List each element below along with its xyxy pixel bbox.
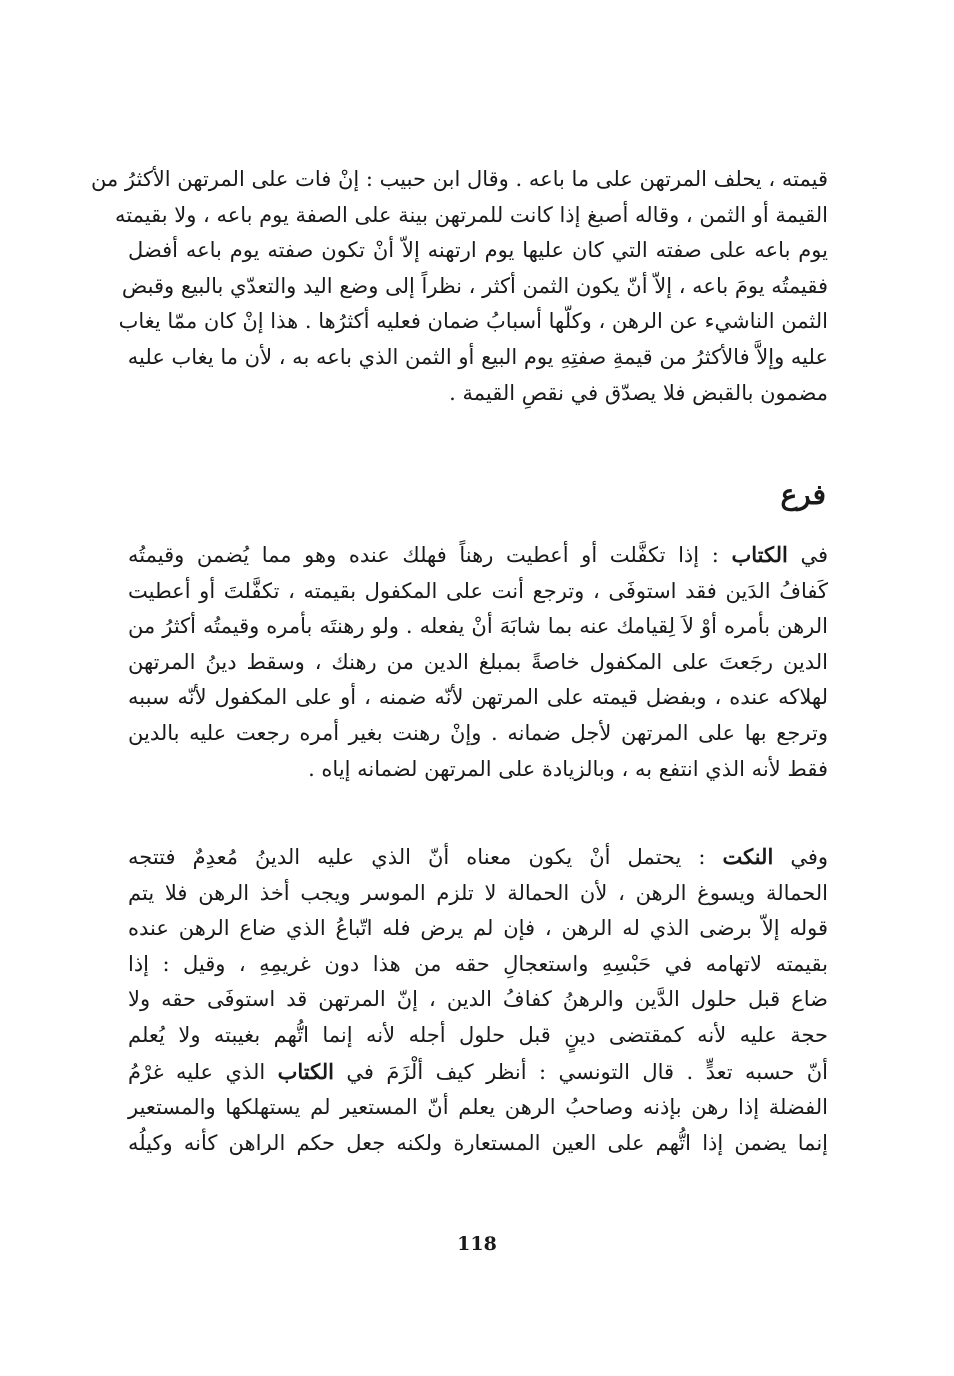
text-line-lead: [128, 537, 828, 574]
text-line: قوله إلاّ برضى الذي له الرهن ، فإن لم يرض فله اتّباعُ الذي ضاع الرهن عنده: [128, 916, 828, 941]
text-line: عليه وإلاَّ فالأكثرُ من قيمةِ صفتِهِ يوم البيع أو الثمن الذي باعه به ، لأن ما يغاب عليه: [127, 344, 828, 369]
text-line: إنما يضمن إذا اتُّهم على العين المستعارة ولكنه جعل حكم الراهن كأنه وكيلُه: [128, 1130, 828, 1155]
paragraph-3: [128, 839, 828, 1161]
text-line: الثمن الناشيء عن الرهن ، وكلّها أسبابُ ضمان فعليه أكثرُها . هذا إنْ كان ممّا يغاب: [118, 309, 828, 334]
lead-prefix: وفي: [773, 845, 829, 869]
bold-term: الكتاب: [731, 542, 788, 567]
paragraph-1: [90, 162, 828, 411]
text-line: فقيمتُه يومَ باعه ، إلاّ أنّ يكون الثمن أكثر ، نظراً إلى وضع اليد والتعدّي بالبيع وقبض: [121, 273, 828, 298]
text-line: الفضلة إذا رهن بإذنه وصاحبُ الرهن يعلم أنّ المستعير لم يستهلكها والمستعير: [128, 1095, 828, 1120]
line-rest: الذي عليه غرْمُ: [128, 1059, 278, 1084]
lead-prefix: في: [787, 543, 828, 567]
text-line: الرهن بأمره أوْ لاَ لِقيامك عنه بما شابَهَ أنْ يفعله . ولو رهنتَه بأمره وقيمتُه أكثرُ من: [128, 614, 828, 639]
text-line: ضاع قبل حلول الدَّين والرهنُ كفافُ الدين ، إنّ المرتهن قد استوفَى حقه ولا: [128, 987, 828, 1012]
bold-term: الكتاب: [277, 1058, 334, 1084]
text-line: حجة عليه لأنه كمقتضى دينٍ قبل حلول أجله لأنه إنما اتُّهم بغيبته ولا يُعلم: [128, 1022, 828, 1047]
text-line: قيمته ، يحلف المرتهن على ما باعه . وقال ابن حبيب : إنْ فات على المرتهن الأكثرُ من: [90, 167, 828, 191]
text-line: القيمة أو الثمن ، وقاله أصبغ إذا كانت للمرتهن بينة على الصفة يوم باعه ، ولا بقيمته: [115, 202, 828, 227]
section-heading: فرع: [780, 478, 826, 511]
bold-term: النكت: [722, 844, 774, 869]
text-line-lead: [128, 839, 828, 876]
text-line: لهلاكه عنده ، وبفضل قيمته على المرتهن لأنّه ضمنه ، أو على المكفول لأنّه سببه: [128, 685, 828, 710]
text-line: الدين رجَعتَ على المكفول خاصةً بمبلغ الدين من رهنك ، وسقط دينُ المرتهن: [128, 649, 828, 674]
text-line: كَفافُ الدَين فقد استوفَى ، وترجع أنت على المكفول بقيمته ، تكفَّلتَ أو أعطيت: [128, 578, 828, 603]
line-prefix: أنّ حسبه تعدٍّ . قال التونسي : أنظر كيف ألْزَمَ في: [333, 1059, 828, 1084]
text-line: بقيمته لاتهامه في حَبْسِهِ واستعجالِ حقه من هذا دون غريمِهِ ، وقيل : إذا: [128, 951, 828, 976]
text-line: وترجع بها على المرتهن لأجل ضمانه . وإنْ رهنت بغير أمره رجعت عليه بالدين: [128, 720, 828, 745]
lead-rest: : إذا تكفَّلت أو أعطيت رهناً فهلك عنده وهو مما يُضمن وقيمتُه: [128, 543, 732, 567]
text-line: يوم باعه على صفته التي كان عليها يوم ارتهنه إلاّ أنْ تكون صفته يوم باعه أفضل: [128, 238, 828, 263]
text-line: فقط لأنه الذي انتفع به ، وبالزيادة على المرتهن لضمانه إياه .: [308, 756, 828, 781]
text-line: مضمون بالقبض فلا يصدّق في نقصِ القيمة .: [449, 380, 828, 405]
page-number: 118: [457, 1233, 497, 1255]
paragraph-2: [128, 537, 828, 787]
text-line-mixed: [128, 1054, 828, 1091]
lead-rest: : يحتمل أنْ يكون معناه أنّ الذي عليه الدينُ مُعدِمٌ فتتجه: [128, 845, 723, 869]
text-line: الحمالة ويسوغ الرهن ، لأن الحمالة لا تلزم الموسر ويجب أخذ الرهن فلا يتم: [128, 880, 828, 905]
